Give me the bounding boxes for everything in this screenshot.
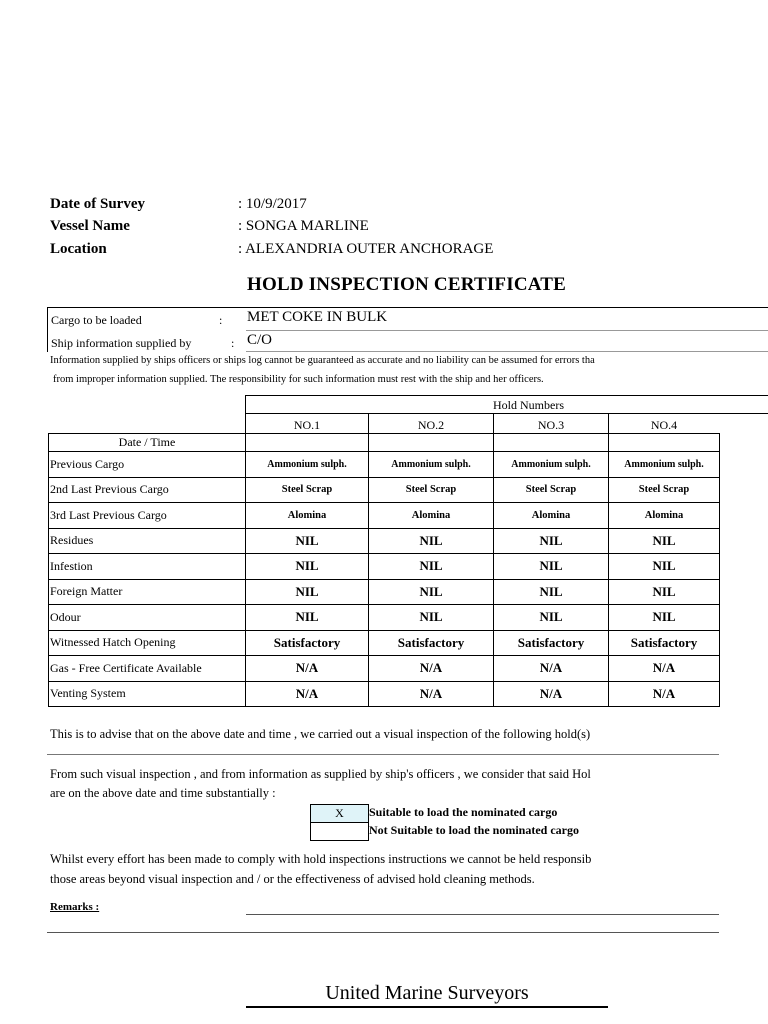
hold-cell-no2: NIL: [369, 579, 494, 605]
hold-cell-no4: Ammonium sulph.: [609, 452, 720, 478]
hold-cell-no4: Alomina: [609, 503, 720, 529]
row-label: Witnessed Hatch Opening: [49, 630, 246, 656]
whilst-text-line-2: those areas beyond visual inspection and / or the effectiveness of advised hold cleaning methods.: [50, 872, 535, 886]
signature-line: [246, 1006, 608, 1008]
table-row: [49, 681, 720, 707]
hold-cell-no4: Satisfactory: [609, 630, 720, 656]
date-time-no2: [369, 434, 494, 452]
hold-cell-no2: Steel Scrap: [369, 477, 494, 503]
hold-cell-no2: Alomina: [369, 503, 494, 529]
hold-cell-no1: NIL: [246, 554, 369, 580]
cargo-label: Cargo to be loaded: [51, 313, 142, 327]
hold-cell-no2: N/A: [369, 656, 494, 682]
suitable-checkbox[interactable]: [310, 804, 369, 823]
certificate-title: HOLD INSPECTION CERTIFICATE: [247, 274, 566, 295]
hold-header-no1: NO.1: [293, 418, 321, 432]
table-row: [49, 503, 720, 529]
table-row: [49, 477, 720, 503]
cargo-colon: :: [219, 313, 223, 327]
visual-text-line-1: From such visual inspection , and from information as supplied by ship's officers , we consider that said Hol: [50, 767, 591, 781]
disclaimer-line-1: Information supplied by ships officers or ships log cannot be guaranteed as accurate and no liability can be assumed for errors tha: [50, 355, 595, 366]
hold-header-no2: NO.2: [417, 418, 445, 432]
date-time-no4: [609, 434, 720, 452]
suitable-mark: X: [335, 806, 344, 820]
hold-cell-no1: Ammonium sulph.: [246, 452, 369, 478]
not-suitable-checkbox[interactable]: [310, 822, 369, 841]
hold-cell-no2: N/A: [369, 681, 494, 707]
hold-cell-no4: Steel Scrap: [609, 477, 720, 503]
row-label: Residues: [49, 528, 246, 554]
hold-header-no3: NO.3: [537, 418, 565, 432]
table-row: [49, 528, 720, 554]
location-value: : ALEXANDRIA OUTER ANCHORAGE: [238, 241, 494, 257]
hold-cell-no1: Steel Scrap: [246, 477, 369, 503]
hold-cell-no1: NIL: [246, 605, 369, 631]
date-time-no1: [246, 434, 369, 452]
hold-cell-no3: Steel Scrap: [494, 477, 609, 503]
hold-cell-no3: NIL: [494, 579, 609, 605]
hold-cell-no3: NIL: [494, 605, 609, 631]
visual-text-line-2: are on the above date and time substantially :: [50, 786, 276, 800]
hold-cell-no1: N/A: [246, 656, 369, 682]
hold-header-top-border: [245, 395, 768, 396]
ship-info-colon: :: [231, 336, 235, 350]
row-label: 2nd Last Previous Cargo: [49, 477, 246, 503]
hold-cell-no4: N/A: [609, 656, 720, 682]
remarks-line-1[interactable]: [246, 914, 719, 915]
date-of-survey-value: : 10/9/2017: [238, 196, 307, 212]
row-label: Venting System: [49, 681, 246, 707]
ship-info-underline: [246, 351, 768, 352]
row-label: Foreign Matter: [49, 579, 246, 605]
date-time-row: [49, 434, 720, 452]
hold-cell-no4: NIL: [609, 554, 720, 580]
hold-cell-no3: N/A: [494, 656, 609, 682]
hold-cell-no3: NIL: [494, 554, 609, 580]
table-row: [49, 656, 720, 682]
table-row: [49, 579, 720, 605]
whilst-text-line-1: Whilst every effort has been made to comply with hold inspections instructions we cannot be held responsib: [50, 852, 592, 866]
location-label: Location: [50, 241, 107, 257]
hold-header-no4: NO.4: [650, 418, 678, 432]
hold-cell-no3: N/A: [494, 681, 609, 707]
date-time-no3: [494, 434, 609, 452]
hold-cell-no1: N/A: [246, 681, 369, 707]
row-label: Infestion: [49, 554, 246, 580]
date-time-label: Date / Time: [49, 434, 246, 452]
inspection-table: [48, 433, 720, 707]
hold-cell-no2: Satisfactory: [369, 630, 494, 656]
hold-cell-no2: Ammonium sulph.: [369, 452, 494, 478]
suitable-label: Suitable to load the nominated cargo: [369, 805, 558, 819]
row-label: 3rd Last Previous Cargo: [49, 503, 246, 529]
disclaimer-line-2: from improper information supplied. The responsibility for such information must rest with the ship and her officers.: [53, 374, 544, 385]
hold-cell-no3: NIL: [494, 528, 609, 554]
not-suitable-label: Not Suitable to load the nominated cargo: [369, 823, 579, 837]
hold-cell-no1: NIL: [246, 579, 369, 605]
hold-cell-no1: Alomina: [246, 503, 369, 529]
cargo-value: MET COKE IN BULK: [247, 309, 388, 325]
hold-cell-no2: NIL: [369, 554, 494, 580]
table-row: [49, 605, 720, 631]
row-label: Gas - Free Certificate Available: [49, 656, 246, 682]
hold-cell-no4: NIL: [609, 528, 720, 554]
table-row: [49, 630, 720, 656]
ship-info-label: Ship information supplied by: [51, 336, 192, 350]
row-label: Odour: [49, 605, 246, 631]
left-border: [47, 307, 48, 352]
hold-cell-no3: Satisfactory: [494, 630, 609, 656]
vessel-name-label: Vessel Name: [50, 218, 130, 234]
hold-cell-no3: Ammonium sulph.: [494, 452, 609, 478]
row-label: Previous Cargo: [49, 452, 246, 478]
cargo-underline: [246, 330, 768, 331]
advise-text: This is to advise that on the above date and time , we carried out a visual inspection of the following hold(s): [50, 727, 591, 741]
table-row: [49, 554, 720, 580]
hold-cell-no4: N/A: [609, 681, 720, 707]
hold-cell-no2: NIL: [369, 605, 494, 631]
vessel-name-value: : SONGA MARLINE: [238, 218, 369, 234]
hold-cell-no2: NIL: [369, 528, 494, 554]
company-name: United Marine Surveyors: [325, 982, 529, 1004]
hold-cell-no1: NIL: [246, 528, 369, 554]
hold-cell-no4: NIL: [609, 605, 720, 631]
hold-cell-no3: Alomina: [494, 503, 609, 529]
remarks-label: Remarks :: [50, 901, 100, 913]
hold-numbers-label: Hold Numbers: [493, 398, 564, 412]
hold-cell-no4: NIL: [609, 579, 720, 605]
date-of-survey-label: Date of Survey: [50, 196, 145, 212]
table-row: [49, 452, 720, 478]
top-border: [47, 307, 768, 308]
hold-cell-no1: Satisfactory: [246, 630, 369, 656]
ship-info-value: C/O: [247, 332, 273, 348]
hold-header-mid-border: [245, 413, 768, 414]
advise-underline: [47, 754, 719, 755]
remarks-line-2[interactable]: [47, 932, 719, 933]
